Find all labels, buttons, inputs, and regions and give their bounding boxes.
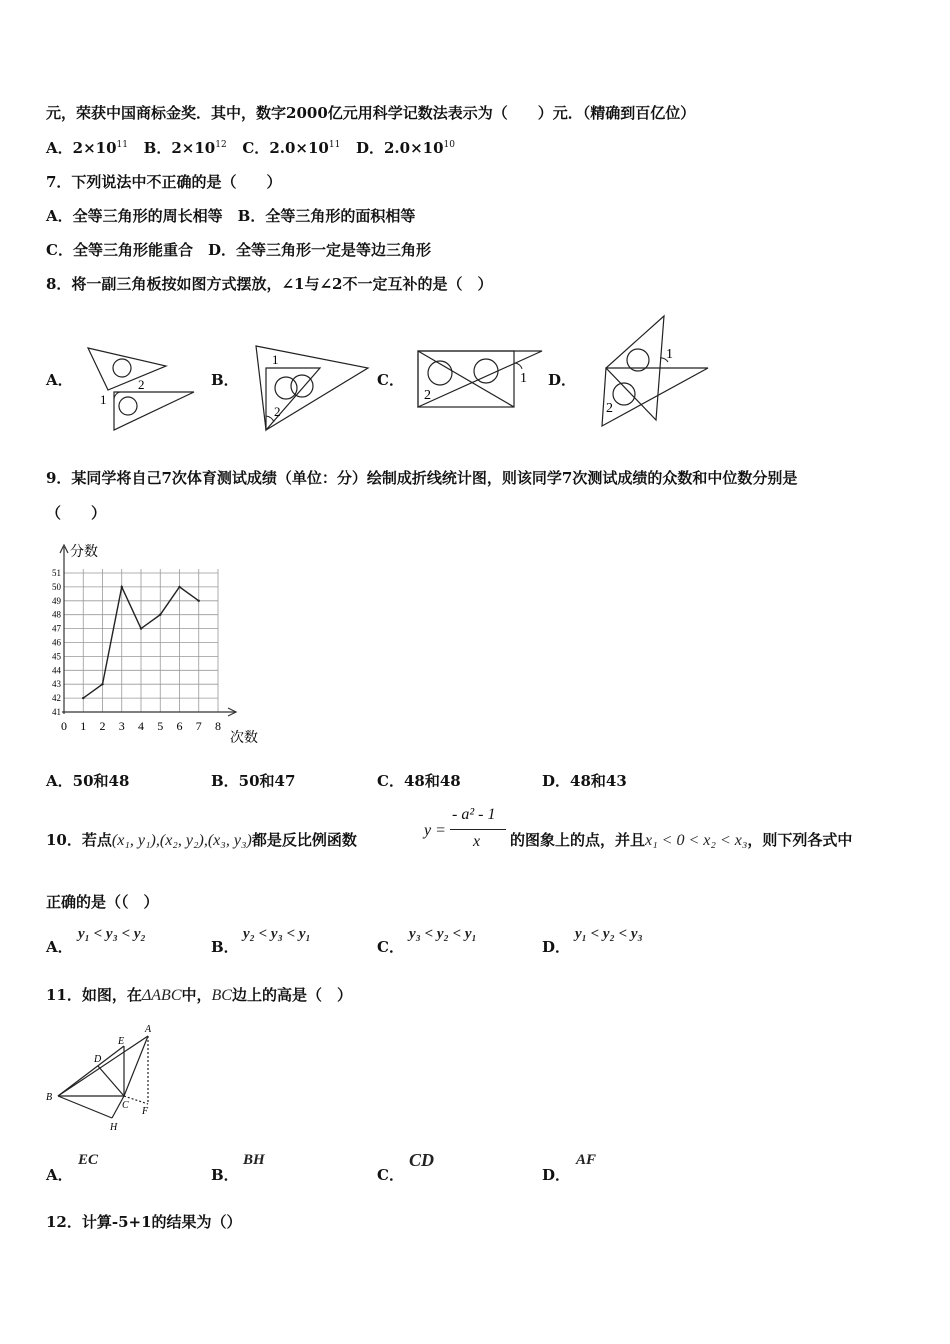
q9-stem: 9．某同学将自己7次体育测试成绩（单位：分）绘制成折线统计图，则该同学7次测试成绩的众数和中位数分别是: [46, 469, 798, 487]
q10-fraction-bar: [450, 829, 506, 830]
q10-option-b-expr: y₂ < y₃ < y₁: [243, 926, 311, 942]
chart-y-tick-label: 43: [52, 679, 61, 690]
q11-triangle: ΔABC: [141, 987, 182, 1004]
chart-y-tick-label: 48: [52, 609, 61, 620]
chart-y-tick-label: 42: [52, 693, 61, 704]
q8-a-angle1: 1: [100, 392, 107, 407]
q9-option-d: D．48和43: [542, 772, 627, 790]
q9-paren: （ ）: [46, 504, 107, 522]
q7-stem: 7．下列说法中不正确的是（ ）: [46, 173, 282, 191]
q6-stem: 元，荣获中国商标金奖．其中，数字2000亿元用科学记数法表示为（ ）元．（精确到百亿位）: [46, 104, 696, 122]
q9-option-c: C．48和48: [377, 772, 461, 790]
q11-side: BC: [211, 987, 232, 1004]
q8-c-angle2: 2: [424, 388, 431, 403]
chart-y-tick-label: 46: [52, 637, 61, 648]
q11-label-e: E: [118, 1036, 125, 1047]
q10-condition: x₁ < 0 < x₂ < x₃: [645, 832, 748, 849]
q8-option-b-label: B．: [211, 371, 239, 389]
chart-y-tick-label: 47: [52, 623, 61, 634]
q8-d-angle2: 2: [606, 401, 613, 416]
q9-option-a: A．50和48: [46, 772, 130, 790]
chart-x-tick-label: 8: [215, 719, 221, 733]
q10-stem-tail: [510, 829, 852, 850]
chart-y-tick-label: 51: [52, 568, 61, 578]
chart-x-axis-label: 次数: [230, 731, 258, 746]
chart-x-tick-label: 0: [61, 719, 67, 733]
chart-y-tick-label: 50: [52, 581, 61, 592]
q10-func-den: x: [473, 833, 481, 850]
q10-option-c: C．: [377, 938, 404, 956]
chart-data-point: [82, 697, 84, 699]
q10-points: (x₁, y₁),(x₂, y₂),(x₃, y₃): [111, 832, 252, 849]
q10-mid: 都是反比例函数: [251, 831, 357, 849]
chart-x-tick-label: 1: [80, 719, 87, 733]
q8-b-angle2: 2: [274, 404, 281, 419]
q10-option-a: A．: [46, 938, 73, 956]
q8-figure-d: [596, 312, 716, 430]
chart-x-tick-label: 3: [118, 719, 125, 733]
chart-y-tick-label: 41: [52, 707, 61, 717]
q10-stem: [46, 829, 357, 850]
q11-label-c: C: [122, 1100, 129, 1111]
q10-option-d-expr: y₁ < y₂ < y₃: [575, 926, 643, 942]
q6-option-d: D．$2.0\times 10^{10}$: [355, 139, 455, 157]
q11-option-c-expr: CD: [409, 1150, 435, 1170]
q11-stem-b: 中，: [181, 986, 212, 1004]
q9-option-b: B．50和47: [211, 772, 296, 790]
q8-a-angle2: 2: [138, 377, 145, 392]
q8-c-angle1: 1: [520, 371, 527, 386]
q11-triangle-figure: [40, 1020, 170, 1135]
q10-func-num: - a² - 1: [452, 806, 496, 823]
chart-data-point: [159, 614, 161, 616]
chart-y-axis-label: 分数: [70, 545, 98, 560]
chart-y-tick-label: 45: [52, 651, 61, 662]
q11-option-c: C．: [377, 1166, 404, 1184]
q8-option-a-label: A．: [46, 371, 73, 389]
q11-option-b: B．: [211, 1166, 239, 1184]
q10-option-d: D．: [542, 938, 571, 956]
chart-x-tick-label: 6: [176, 719, 183, 733]
q10-stem-start: 10．若点: [46, 831, 112, 849]
q11-label-b: B: [46, 1092, 53, 1103]
q10-func-lhs: y =: [424, 822, 446, 839]
q8-d-angle1: 1: [666, 347, 673, 362]
q9-line-chart: [40, 535, 272, 750]
q8-option-d-label: D．: [548, 371, 577, 389]
q8-option-c-label: C．: [377, 371, 404, 389]
chart-y-tick-label: 44: [52, 665, 61, 676]
chart-x-tick-label: 2: [99, 719, 106, 733]
chart-data-point: [101, 683, 103, 685]
q7-options-row2: C．全等三角形能重合 D．全等三角形一定是等边三角形: [46, 241, 431, 259]
q11-stem-a: 11．如图，在: [46, 986, 142, 1004]
q11-label-a: A: [145, 1024, 152, 1035]
chart-data-point: [140, 627, 142, 629]
chart-data-point: [198, 600, 200, 602]
chart-y-tick-label: 49: [52, 595, 61, 606]
q10-option-a-expr: y₁ < y₃ < y₂: [78, 926, 146, 942]
q11-option-b-expr: BH: [243, 1152, 265, 1168]
q6-option-c: C．$2.0\times 10^{11}$: [242, 139, 341, 157]
chart-x-tick-label: 4: [138, 719, 144, 733]
q8-figure-c: [414, 345, 549, 410]
q8-b-angle1: 1: [272, 352, 279, 367]
q11-option-d-expr: AF: [576, 1152, 597, 1168]
chart-data-point: [178, 586, 180, 588]
chart-data-point: [121, 586, 123, 588]
q10-end: ，则下列各式中: [747, 831, 853, 849]
q11-label-f: F: [142, 1106, 149, 1117]
chart-x-tick-label: 5: [157, 719, 164, 733]
q11-stem-c: 边上的高是（ ）: [231, 986, 352, 1004]
q6-option-a: A．$2\times 10^{11}$: [46, 139, 128, 157]
q11-option-d: D．: [542, 1166, 571, 1184]
q6-options: [46, 137, 455, 158]
q11-option-a: A．: [46, 1166, 73, 1184]
q10-option-b: B．: [211, 938, 239, 956]
q11-label-h: H: [110, 1122, 118, 1133]
q6-option-b: B．$2\times 10^{12}$: [143, 139, 227, 157]
q8-figure-a: [84, 342, 199, 434]
q8-stem: 8．将一副三角板按如图方式摆放，∠1与∠2不一定互补的是（ ）: [46, 275, 493, 293]
q11-stem: [46, 984, 352, 1005]
chart-x-tick-label: 7: [195, 719, 202, 733]
q10-tail: 的图象上的点，并且: [510, 831, 646, 849]
q10-option-c-expr: y₃ < y₂ < y₁: [409, 926, 477, 942]
q8-figure-b: [250, 340, 375, 435]
q11-label-d: D: [94, 1054, 102, 1065]
q12-stem: 12．计算-5+1的结果为（）: [46, 1213, 242, 1231]
q7-options-row1: A．全等三角形的周长相等 B．全等三角形的面积相等: [46, 207, 416, 225]
q11-option-a-expr: EC: [78, 1152, 99, 1168]
q10-stem-line2: 正确的是（（ ）: [46, 893, 159, 911]
